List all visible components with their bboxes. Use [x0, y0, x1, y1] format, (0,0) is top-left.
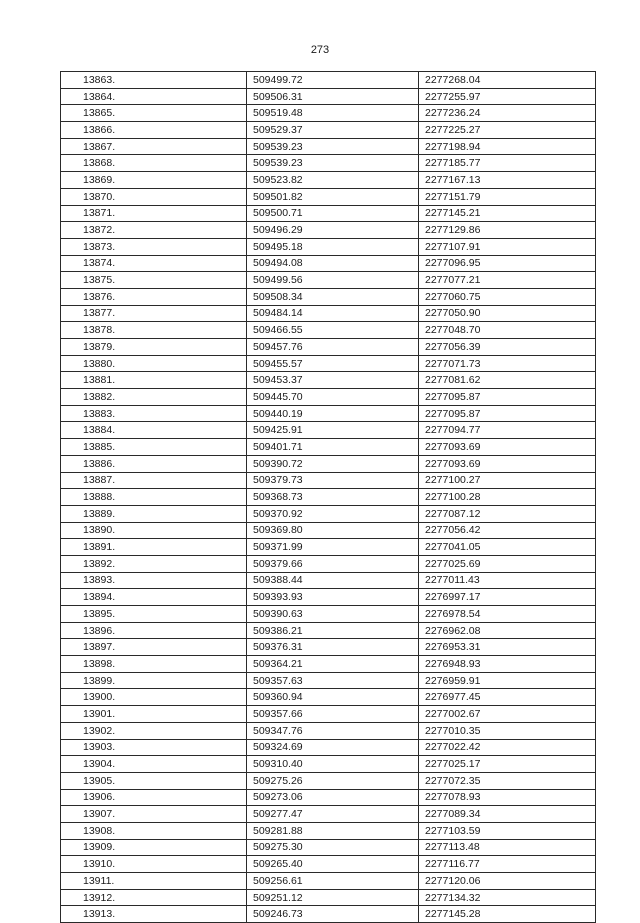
point-number-cell: 13863.: [61, 72, 247, 89]
y-coordinate-cell: 2277116.77: [419, 856, 596, 873]
x-coordinate-cell: 509523.82: [247, 172, 419, 189]
table-row: [61, 405, 596, 422]
y-coordinate-cell: 2277167.13: [419, 172, 596, 189]
table-row: [61, 72, 596, 89]
x-coordinate-cell: 509506.31: [247, 88, 419, 105]
x-coordinate-cell: 509499.56: [247, 272, 419, 289]
point-number-cell: 13868.: [61, 155, 247, 172]
y-coordinate-cell: 2277145.28: [419, 906, 596, 923]
point-number-cell: 13893.: [61, 572, 247, 589]
point-number-cell: 13864.: [61, 88, 247, 105]
point-number-cell: 13876.: [61, 288, 247, 305]
y-coordinate-cell: 2277093.69: [419, 455, 596, 472]
table-row: [61, 205, 596, 222]
y-coordinate-cell: 2277198.94: [419, 138, 596, 155]
x-coordinate-cell: 509466.55: [247, 322, 419, 339]
x-coordinate-cell: 509360.94: [247, 689, 419, 706]
y-coordinate-cell: 2277060.75: [419, 288, 596, 305]
point-number-cell: 13873.: [61, 238, 247, 255]
x-coordinate-cell: 509453.37: [247, 372, 419, 389]
point-number-cell: 13902.: [61, 722, 247, 739]
x-coordinate-cell: 509496.29: [247, 222, 419, 239]
point-number-cell: 13890.: [61, 522, 247, 539]
y-coordinate-cell: 2277255.97: [419, 88, 596, 105]
y-coordinate-cell: 2277134.32: [419, 889, 596, 906]
x-coordinate-cell: 509529.37: [247, 122, 419, 139]
point-number-cell: 13907.: [61, 806, 247, 823]
point-number-cell: 13909.: [61, 839, 247, 856]
point-number-cell: 13878.: [61, 322, 247, 339]
x-coordinate-cell: 509347.76: [247, 722, 419, 739]
x-coordinate-cell: 509376.31: [247, 639, 419, 656]
point-number-cell: 13900.: [61, 689, 247, 706]
point-number-cell: 13906.: [61, 789, 247, 806]
point-number-cell: 13912.: [61, 889, 247, 906]
x-coordinate-cell: 509277.47: [247, 806, 419, 823]
table-row: [61, 472, 596, 489]
point-number-cell: 13896.: [61, 622, 247, 639]
x-coordinate-cell: 509246.73: [247, 906, 419, 923]
point-number-cell: 13901.: [61, 706, 247, 723]
table-row: [61, 689, 596, 706]
point-number-cell: 13887.: [61, 472, 247, 489]
y-coordinate-cell: 2276997.17: [419, 589, 596, 606]
table-row: [61, 138, 596, 155]
point-number-cell: 13897.: [61, 639, 247, 656]
y-coordinate-cell: 2277100.27: [419, 472, 596, 489]
point-number-cell: 13879.: [61, 339, 247, 356]
y-coordinate-cell: 2277087.12: [419, 505, 596, 522]
table-row: [61, 622, 596, 639]
table-row: [61, 839, 596, 856]
y-coordinate-cell: 2277056.42: [419, 522, 596, 539]
y-coordinate-cell: 2277089.34: [419, 806, 596, 823]
x-coordinate-cell: 509440.19: [247, 405, 419, 422]
point-number-cell: 13881.: [61, 372, 247, 389]
table-row: [61, 906, 596, 923]
x-coordinate-cell: 509455.57: [247, 355, 419, 372]
point-number-cell: 13869.: [61, 172, 247, 189]
y-coordinate-cell: 2277081.62: [419, 372, 596, 389]
table-row: [61, 789, 596, 806]
x-coordinate-cell: 509390.63: [247, 606, 419, 623]
table-row: [61, 772, 596, 789]
point-number-cell: 13892.: [61, 555, 247, 572]
y-coordinate-cell: 2277056.39: [419, 339, 596, 356]
point-number-cell: 13872.: [61, 222, 247, 239]
point-number-cell: 13908.: [61, 822, 247, 839]
table-row: [61, 422, 596, 439]
table-row: [61, 522, 596, 539]
point-number-cell: 13867.: [61, 138, 247, 155]
x-coordinate-cell: 509265.40: [247, 856, 419, 873]
x-coordinate-cell: 509500.71: [247, 205, 419, 222]
y-coordinate-cell: 2277120.06: [419, 873, 596, 890]
point-number-cell: 13884.: [61, 422, 247, 439]
x-coordinate-cell: 509368.73: [247, 489, 419, 506]
y-coordinate-cell: 2276953.31: [419, 639, 596, 656]
x-coordinate-cell: 509273.06: [247, 789, 419, 806]
x-coordinate-cell: 509369.80: [247, 522, 419, 539]
point-number-cell: 13903.: [61, 739, 247, 756]
point-number-cell: 13866.: [61, 122, 247, 139]
table-row: [61, 539, 596, 556]
y-coordinate-cell: 2277225.27: [419, 122, 596, 139]
x-coordinate-cell: 509519.48: [247, 105, 419, 122]
x-coordinate-cell: 509499.72: [247, 72, 419, 89]
x-coordinate-cell: 509281.88: [247, 822, 419, 839]
y-coordinate-cell: 2277129.86: [419, 222, 596, 239]
point-number-cell: 13877.: [61, 305, 247, 322]
x-coordinate-cell: 509445.70: [247, 389, 419, 406]
y-coordinate-cell: 2277025.17: [419, 756, 596, 773]
table-row: [61, 355, 596, 372]
y-coordinate-cell: 2277094.77: [419, 422, 596, 439]
x-coordinate-cell: 509495.18: [247, 238, 419, 255]
table-row: [61, 122, 596, 139]
x-coordinate-cell: 509386.21: [247, 622, 419, 639]
x-coordinate-cell: 509310.40: [247, 756, 419, 773]
table-row: [61, 172, 596, 189]
y-coordinate-cell: 2277050.90: [419, 305, 596, 322]
table-row: [61, 439, 596, 456]
x-coordinate-cell: 509364.21: [247, 656, 419, 673]
y-coordinate-cell: 2277185.77: [419, 155, 596, 172]
x-coordinate-cell: 509379.66: [247, 555, 419, 572]
table-row: [61, 639, 596, 656]
table-row: [61, 238, 596, 255]
table-row: [61, 656, 596, 673]
x-coordinate-cell: 509393.93: [247, 589, 419, 606]
y-coordinate-cell: 2277071.73: [419, 355, 596, 372]
x-coordinate-cell: 509324.69: [247, 739, 419, 756]
x-coordinate-cell: 509357.66: [247, 706, 419, 723]
table-row: [61, 606, 596, 623]
point-number-cell: 13911.: [61, 873, 247, 890]
table-row: [61, 322, 596, 339]
table-row: [61, 856, 596, 873]
x-coordinate-cell: 509251.12: [247, 889, 419, 906]
x-coordinate-cell: 509370.92: [247, 505, 419, 522]
x-coordinate-cell: 509388.44: [247, 572, 419, 589]
table-row: [61, 873, 596, 890]
point-number-cell: 13889.: [61, 505, 247, 522]
point-number-cell: 13910.: [61, 856, 247, 873]
y-coordinate-cell: 2277022.42: [419, 739, 596, 756]
y-coordinate-cell: 2277010.35: [419, 722, 596, 739]
point-number-cell: 13865.: [61, 105, 247, 122]
table-row: [61, 555, 596, 572]
table-row: [61, 155, 596, 172]
point-number-cell: 13898.: [61, 656, 247, 673]
table-row: [61, 288, 596, 305]
y-coordinate-cell: 2277113.48: [419, 839, 596, 856]
point-number-cell: 13913.: [61, 906, 247, 923]
point-number-cell: 13895.: [61, 606, 247, 623]
table-row: [61, 88, 596, 105]
x-coordinate-cell: 509275.30: [247, 839, 419, 856]
y-coordinate-cell: 2277077.21: [419, 272, 596, 289]
page-number: 273: [310, 44, 330, 56]
table-row: [61, 305, 596, 322]
y-coordinate-cell: 2277025.69: [419, 555, 596, 572]
x-coordinate-cell: 509494.08: [247, 255, 419, 272]
table-row: [61, 372, 596, 389]
x-coordinate-cell: 509357.63: [247, 672, 419, 689]
y-coordinate-cell: 2277095.87: [419, 389, 596, 406]
x-coordinate-cell: 509256.61: [247, 873, 419, 890]
table-row: [61, 389, 596, 406]
table-row: [61, 222, 596, 239]
y-coordinate-cell: 2277096.95: [419, 255, 596, 272]
y-coordinate-cell: 2277100.28: [419, 489, 596, 506]
point-number-cell: 13875.: [61, 272, 247, 289]
table-row: [61, 255, 596, 272]
table-row: [61, 455, 596, 472]
y-coordinate-cell: 2276962.08: [419, 622, 596, 639]
point-number-cell: 13871.: [61, 205, 247, 222]
y-coordinate-cell: 2277236.24: [419, 105, 596, 122]
x-coordinate-cell: 509501.82: [247, 188, 419, 205]
table-row: [61, 739, 596, 756]
x-coordinate-cell: 509484.14: [247, 305, 419, 322]
y-coordinate-cell: 2277002.67: [419, 706, 596, 723]
x-coordinate-cell: 509390.72: [247, 455, 419, 472]
table-row: [61, 589, 596, 606]
y-coordinate-cell: 2277103.59: [419, 822, 596, 839]
y-coordinate-cell: 2277093.69: [419, 439, 596, 456]
y-coordinate-cell: 2277095.87: [419, 405, 596, 422]
x-coordinate-cell: 509401.71: [247, 439, 419, 456]
point-number-cell: 13885.: [61, 439, 247, 456]
table-row: [61, 706, 596, 723]
y-coordinate-cell: 2277151.79: [419, 188, 596, 205]
point-number-cell: 13894.: [61, 589, 247, 606]
x-coordinate-cell: 509275.26: [247, 772, 419, 789]
x-coordinate-cell: 509508.34: [247, 288, 419, 305]
x-coordinate-cell: 509539.23: [247, 155, 419, 172]
coordinates-table: [60, 71, 596, 923]
x-coordinate-cell: 509539.23: [247, 138, 419, 155]
y-coordinate-cell: 2277041.05: [419, 539, 596, 556]
point-number-cell: 13870.: [61, 188, 247, 205]
point-number-cell: 13905.: [61, 772, 247, 789]
table-row: [61, 822, 596, 839]
table-row: [61, 505, 596, 522]
y-coordinate-cell: 2277268.04: [419, 72, 596, 89]
y-coordinate-cell: 2276977.45: [419, 689, 596, 706]
coordinates-table-body: [61, 72, 596, 923]
point-number-cell: 13882.: [61, 389, 247, 406]
x-coordinate-cell: 509425.91: [247, 422, 419, 439]
y-coordinate-cell: 2276959.91: [419, 672, 596, 689]
y-coordinate-cell: 2276948.93: [419, 656, 596, 673]
table-row: [61, 722, 596, 739]
x-coordinate-cell: 509457.76: [247, 339, 419, 356]
point-number-cell: 13883.: [61, 405, 247, 422]
table-row: [61, 889, 596, 906]
table-row: [61, 672, 596, 689]
y-coordinate-cell: 2277145.21: [419, 205, 596, 222]
table-row: [61, 188, 596, 205]
y-coordinate-cell: 2276978.54: [419, 606, 596, 623]
point-number-cell: 13891.: [61, 539, 247, 556]
x-coordinate-cell: 509371.99: [247, 539, 419, 556]
y-coordinate-cell: 2277011.43: [419, 572, 596, 589]
y-coordinate-cell: 2277078.93: [419, 789, 596, 806]
table-row: [61, 339, 596, 356]
y-coordinate-cell: 2277048.70: [419, 322, 596, 339]
x-coordinate-cell: 509379.73: [247, 472, 419, 489]
table-row: [61, 756, 596, 773]
y-coordinate-cell: 2277072.35: [419, 772, 596, 789]
point-number-cell: 13880.: [61, 355, 247, 372]
table-row: [61, 489, 596, 506]
point-number-cell: 13888.: [61, 489, 247, 506]
table-row: [61, 572, 596, 589]
point-number-cell: 13874.: [61, 255, 247, 272]
table-row: [61, 105, 596, 122]
table-row: [61, 272, 596, 289]
table-row: [61, 806, 596, 823]
point-number-cell: 13899.: [61, 672, 247, 689]
point-number-cell: 13904.: [61, 756, 247, 773]
point-number-cell: 13886.: [61, 455, 247, 472]
y-coordinate-cell: 2277107.91: [419, 238, 596, 255]
